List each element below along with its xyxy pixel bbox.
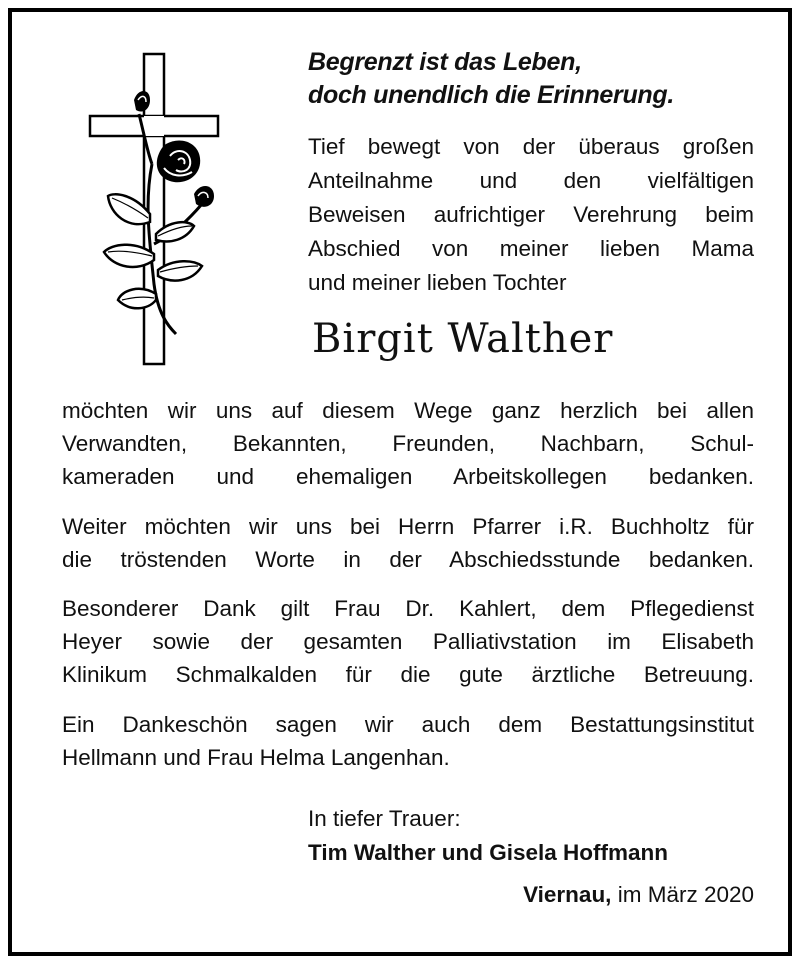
place-date [523,882,754,908]
paragraph-line: Besonderer Dank gilt Frau Dr. Kahlert, dem Pflegedienst [62,596,754,621]
deceased-name: Birgit Walther [312,316,614,362]
thanks-paragraph-1 [62,394,754,493]
motto-line: doch unendlich die Erinnerung. [308,81,675,109]
paragraph-line: Ein Dankeschön sagen wir auch dem Bestattungsinstitut [62,712,754,737]
paragraph-line: Klinikum Schmalkalden für die gute ärztliche Betreuung. [62,662,754,687]
motto-line: Begrenzt ist das Leben, [308,48,582,76]
paragraph-line: Hellmann und Frau Helma Langenhan. [62,745,450,770]
paragraph-line: möchten wir uns auf diesem Wege ganz herzlich bei allen [62,398,754,423]
signature-intro: In tiefer Trauer: [308,806,461,831]
paragraph-line: Verwandten, Bekannten, Freunden, Nachbarn, Schul- [62,431,754,456]
intro-line: Abschied von meiner lieben Mama [308,236,754,261]
thanks-paragraph-3 [62,592,754,691]
date: im März 2020 [617,882,754,907]
thanks-paragraph-4 [62,708,754,774]
intro-line: Tief bewegt von der überaus großen [308,134,754,159]
place: Viernau, [523,882,612,907]
intro-line: Anteilnahme und den vielfältigen [308,168,754,193]
signature-names: Tim Walther und Gisela Hoffmann [308,840,669,865]
intro-line: Beweisen aufrichtiger Verehrung beim [308,202,754,227]
motto [308,46,748,112]
cross-with-roses-icon [84,44,234,374]
thanks-paragraph-2 [62,510,754,576]
paragraph-line: kameraden und ehemaligen Arbeitskollegen bedanken. [62,464,754,489]
signature-block [308,802,668,870]
intro-text [308,130,754,300]
paragraph-line: die tröstenden Worte in der Abschiedsstunde bedanken. [62,547,754,572]
intro-line: und meiner lieben Tochter [308,270,567,295]
paragraph-line: Weiter möchten wir uns bei Herrn Pfarrer i.R. Buchholtz für [62,514,754,539]
paragraph-line: Heyer sowie der gesamten Palliativstation im Elisabeth [62,629,754,654]
